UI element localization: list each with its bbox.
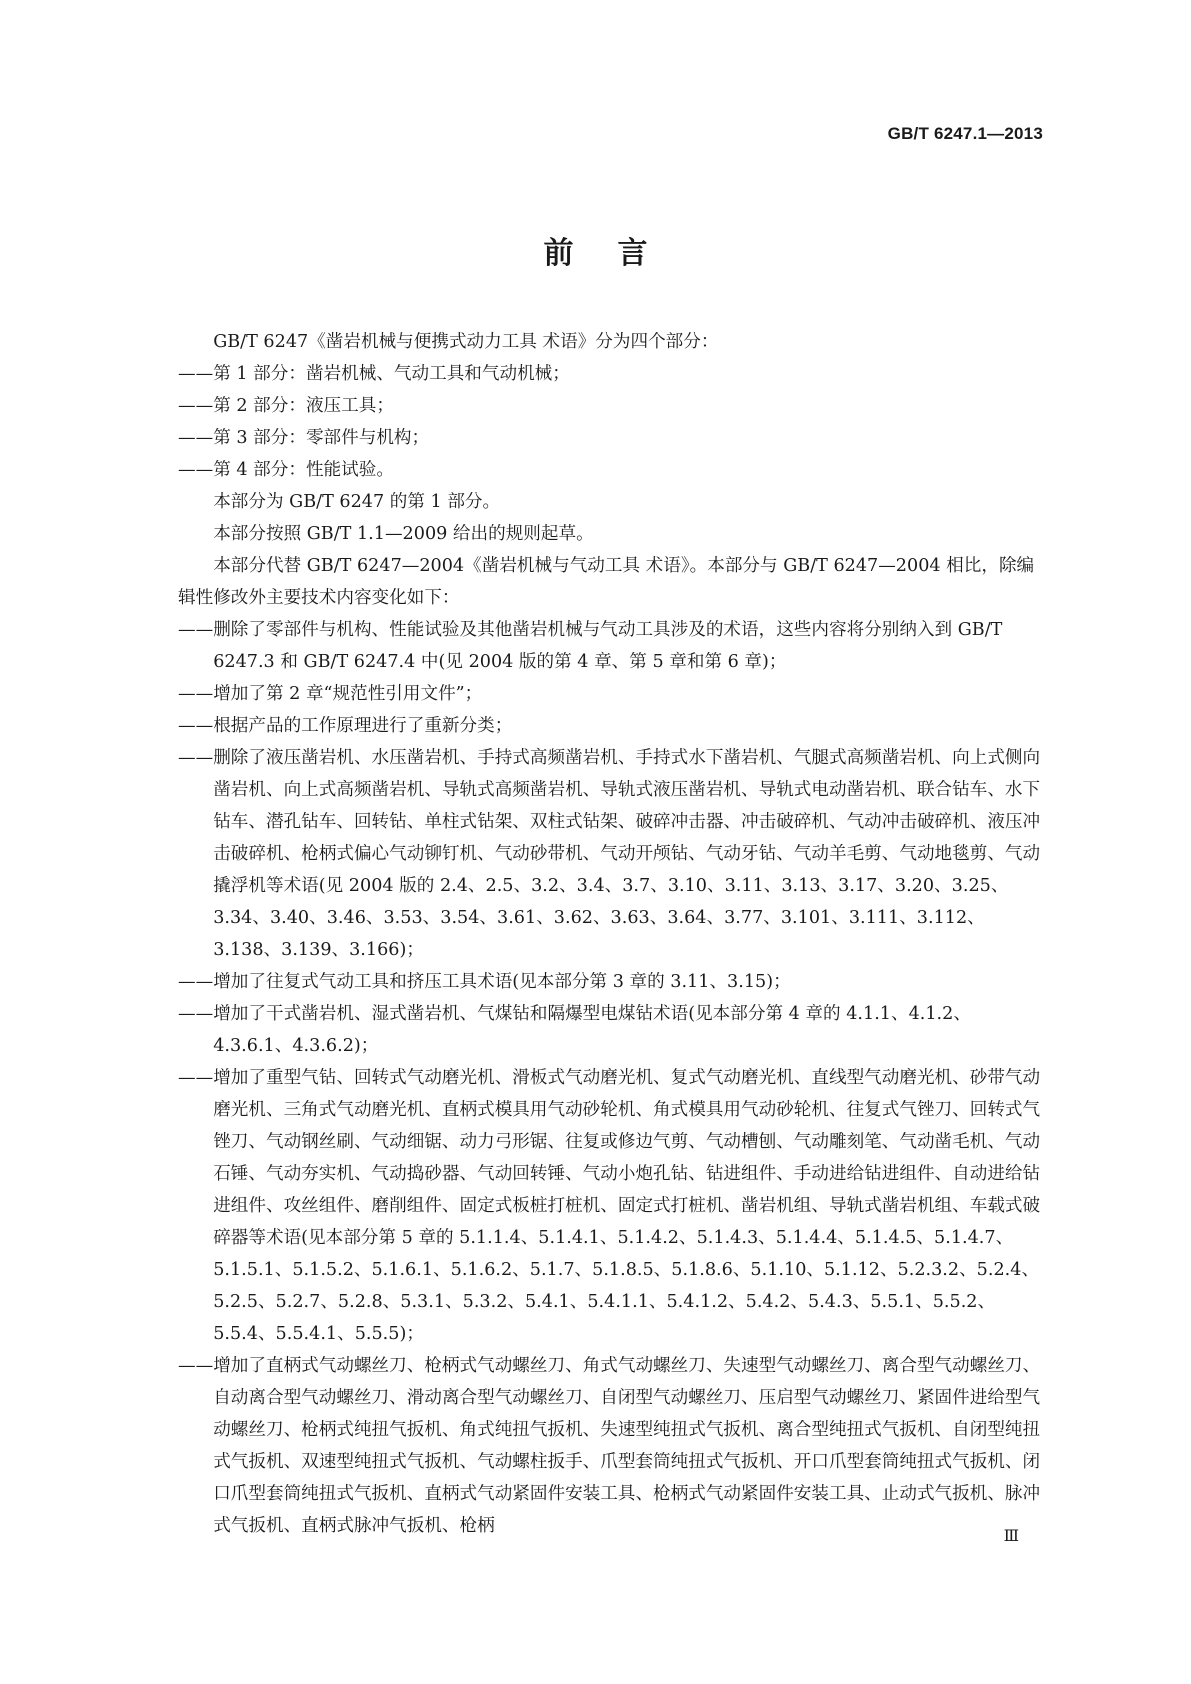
page-title: 前言 [543,236,692,271]
list-item: ——删除了液压凿岩机、水压凿岩机、手持式高频凿岩机、手持式水下凿岩机、气腿式高频凿岩机、向上式侧向凿岩机、向上式高频凿岩机、导轨式高频凿岩机、导轨式液压凿岩机、导轨式电动凿岩机、联合钻车、水下钻车、潜孔钻车、回转钻、单柱式钻架、双柱式钻架、破碎冲击器、冲击破碎机、气动冲击破碎机、液压冲击破碎机、枪柄式偏心气动铆钉机、气动砂带机、气动开颅钻、气动牙钻、气动羊毛剪、气动地毯剪、气动撬浮机等术语(见 2004 版的 2.4、2.5、3.2、3.4、3.7、3.10、3.11、3.13、3.17、3.20、3.25、3.34、3.40、3.46、3.53、3.54、3.61、3.62、3.63、3.64、3.77、3.101、3.111、3.112、3.138、3.139、3.166)； [178,748,1041,960]
standard-code: GB/T 6247.1—2013 [887,124,1043,143]
paragraph: GB/T 6247《凿岩机械与便携式动力工具 术语》分为四个部分： [213,332,719,352]
list-item: ——增加了直柄式气动螺丝刀、枪柄式气动螺丝刀、角式气动螺丝刀、失速型气动螺丝刀、离合型气动螺丝刀、自动离合型气动螺丝刀、滑动离合型气动螺丝刀、自闭型气动螺丝刀、压启型气动螺丝刀、紧固件进给型气动螺丝刀、枪柄式纯扭气扳机、角式纯扭气扳机、失速型纯扭式气扳机、离合型纯扭式气扳机、自闭型纯扭式气扳机、双速型纯扭式气扳机、气动螺柱扳手、爪型套筒纯扭式气扳机、开口爪型套筒纯扭式气扳机、闭口爪型套筒纯扭式气扳机、直柄式气动紧固件安装工具、枪柄式气动紧固件安装工具、止动式气扳机、脉冲式气扳机、直柄式脉冲气扳机、枪柄 [178,1356,1041,1536]
list-item: ——删除了零部件与机构、性能试验及其他凿岩机械与气动工具涉及的术语，这些内容将分别纳入到 GB/T 6247.3 和 GB/T 6247.4 中(见 2004 版的第 4 章、第 5 章和第 6 章)； [178,620,1003,672]
list-item: ——增加了第 2 章“规范性引用文件”； [178,684,483,704]
list-item: ——增加了往复式气动工具和挤压工具术语(见本部分第 3 章的 3.11、3.15)； [178,972,791,992]
list-item: ——增加了干式凿岩机、湿式凿岩机、气煤钻和隔爆型电煤钻术语(见本部分第 4 章的 4.1.1、4.1.2、4.3.6.1、4.3.6.2)； [178,1004,971,1056]
list-item: ——第 2 部分：液压工具； [178,396,394,416]
list-item: ——增加了重型气钻、回转式气动磨光机、滑板式气动磨光机、复式气动磨光机、直线型气动磨光机、砂带气动磨光机、三角式气动磨光机、直柄式模具用气动砂轮机、角式模具用气动砂轮机、往复式气锉刀、回转式气锉刀、气动钢丝刷、气动细锯、动力弓形锯、往复或修边气剪、气动槽刨、气动雕刻笔、气动凿毛机、气动石锤、气动夯实机、气动捣砂器、气动回转锤、气动小炮孔钻、钻进组件、手动进给钻进组件、自动进给钻进组件、攻丝组件、磨削组件、固定式板桩打桩机、固定式打桩机、凿岩机组、导轨式凿岩机组、车载式破碎器等术语(见本部分第 5 章的 5.1.1.4、5.1.4.1、5.1.4.2、5.1.4.3、5.1.4.4、5.1.4.5、5.1.4.7、5.1.5.1、5.1.5.2、5.1.6.1、5.1.6.2、5.1.7、5.1.8.5、5.1.8.6、5.1.10、5.1.12、5.2.3.2、5.2.4、5.2.5、5.2.7、5.2.8、5.3.1、5.3.2、5.4.1、5.4.1.1、5.4.1.2、5.4.2、5.4.3、5.5.1、5.5.2、5.5.4、5.5.4.1、5.5.5)； [178,1068,1041,1344]
paragraph: 本部分代替 GB/T 6247—2004《凿岩机械与气动工具 术语》。本部分与 GB/T 6247—2004 相比，除编辑性修改外主要技术内容变化如下： [178,556,1035,608]
list-item: ——第 4 部分：性能试验。 [178,460,394,480]
page-number: Ⅲ [1003,1526,1019,1545]
list-item: ——根据产品的工作原理进行了重新分类； [178,716,513,736]
list-item: ——第 3 部分：零部件与机构； [178,428,430,448]
paragraph: 本部分按照 GB/T 1.1—2009 给出的规则起草。 [213,524,594,544]
document-body [178,326,1048,1542]
paragraph: 本部分为 GB/T 6247 的第 1 部分。 [213,492,501,512]
list-item: ——第 1 部分：凿岩机械、气动工具和气动机械； [178,364,570,384]
